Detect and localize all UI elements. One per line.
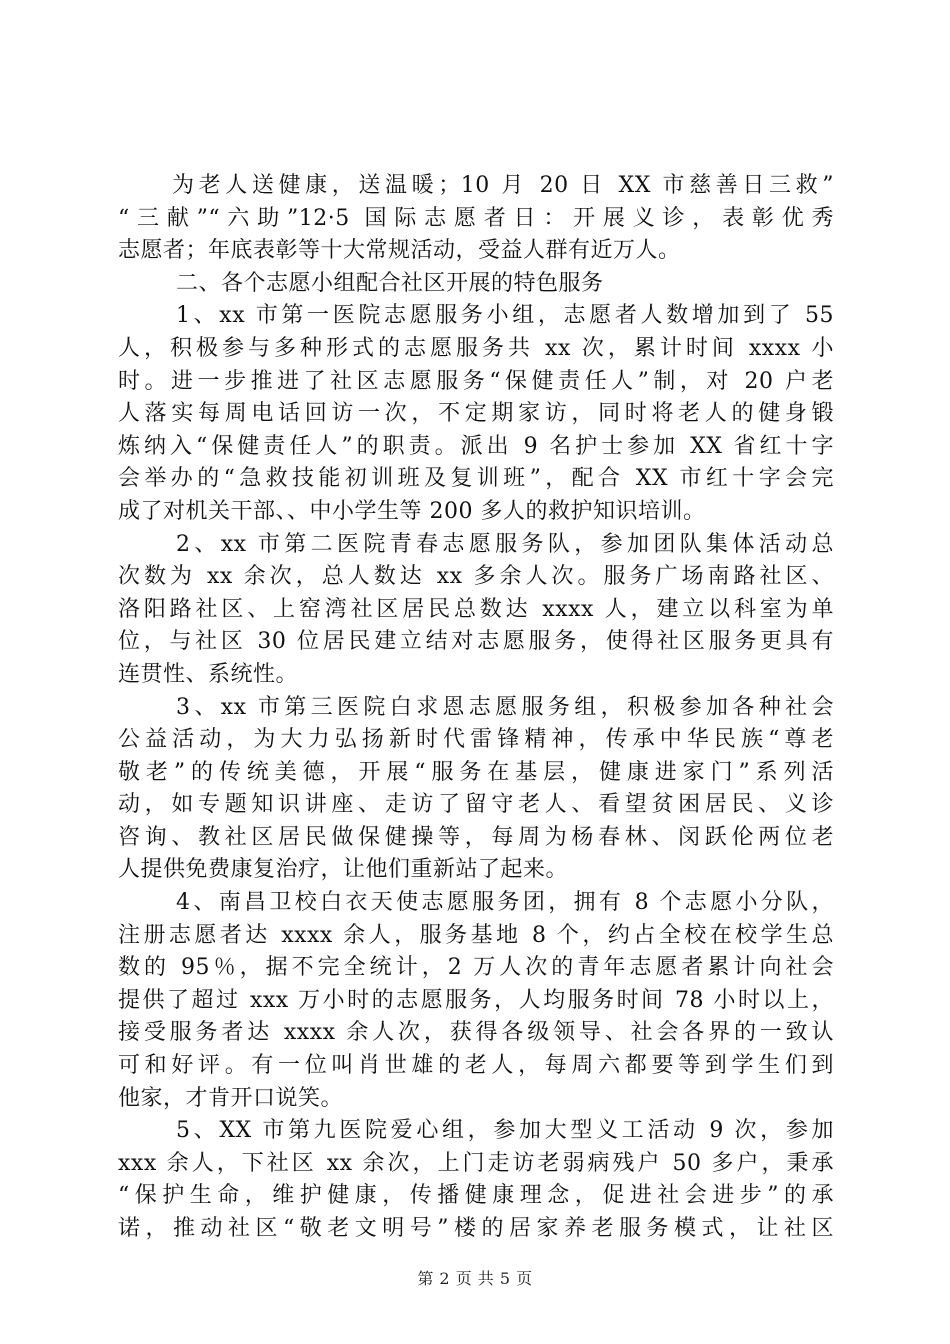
- paragraph-line: 数的 95％，据不完全统计，2 万人次的青年志愿者累计向社会: [118, 955, 834, 981]
- paragraph-line: 5、XX 市第九医院爱心组，参加大型义工活动 9 次，参加: [176, 1118, 834, 1144]
- paragraph-line: 接受服务者达 xxxx 余人次，获得各级领导、社会各界的一致认: [118, 1020, 834, 1046]
- paragraph-line: 时。进一步推进了社区志愿服务“保健责任人”制，对 20 户老: [118, 368, 834, 394]
- section-heading: 二、各个志愿小组配合社区开展的特色服务: [176, 270, 604, 296]
- paragraph-line: 人提供免费康复治疗，让他们重新站了起来。: [118, 857, 569, 883]
- paragraph-line: xxx 余人，下社区 xx 余次，上门走访老弱病残户 50 多户，秉承: [118, 1150, 834, 1176]
- paragraph-line: 他家，才肯开口说笑。: [118, 1085, 344, 1111]
- paragraph-line: 洛阳路社区、上窑湾社区居民总数达 xxxx 人，建立以科室为单: [118, 596, 834, 622]
- document-body: [118, 170, 834, 1246]
- paragraph-line: 志愿者；年底表彰等十大常规活动，受益人群有近万人。: [118, 238, 681, 264]
- paragraph-line: “三献”“六助”12·5 国际志愿者日：开展义诊，表彰优秀: [118, 205, 834, 231]
- paragraph-line: 人，积极参与多种形式的志愿服务共 xx 次，累计时间 xxxx 小: [118, 335, 834, 361]
- paragraph-line: 人落实每周电话回访一次，不定期家访，同时将老人的健身锻: [118, 401, 834, 427]
- paragraph-line: 会举办的“急救技能初训班及复训班”，配合 XX 市红十字会完: [118, 466, 834, 492]
- paragraph-line: 咨询、教社区居民做保健操等，每周为杨春林、闵跃伦两位老: [118, 824, 834, 850]
- paragraph-line: 连贯性、系统性。: [118, 661, 299, 687]
- paragraph-line: 炼纳入“保健责任人”的职责。派出 9 名护士参加 XX 省红十字: [118, 433, 834, 459]
- paragraph-line: 位，与社区 30 位居民建立结对志愿服务，使得社区服务更具有: [118, 629, 834, 655]
- paragraph-line: 可和好评。有一位叫肖世雄的老人，每周六都要等到学生们到: [118, 1053, 834, 1079]
- paragraph-line: 诺，推动社区“敬老文明号”楼的居家养老服务模式，让社区: [118, 1216, 834, 1241]
- paragraph-line: “保护生命，维护健康，传播健康理念，促进社会进步”的承: [118, 1183, 834, 1209]
- paragraph-line: 注册志愿者达 xxxx 余人，服务基地 8 个，约占全校在校学生总: [118, 922, 834, 948]
- paragraph-line: 3、xx 市第三医院白求恩志愿服务组，积极参加各种社会: [176, 694, 834, 720]
- paragraph-line: 为老人送健康，送温暖；10 月 20 日 XX 市慈善日三救”: [172, 173, 834, 198]
- paragraph-line: 次数为 xx 余次，总人数达 xx 多余人次。服务广场南路社区、: [118, 564, 834, 590]
- paragraph-line: 1、xx 市第一医院志愿服务小组，志愿者人数增加到了 55: [176, 303, 834, 329]
- paragraph-line: 公益活动，为大力弘扬新时代雷锋精神，传承中华民族“尊老: [118, 727, 834, 753]
- paragraph-line: 敬老”的传统美德，开展“服务在基层，健康进家门”系列活: [118, 759, 834, 785]
- paragraph-line: 提供了超过 xxx 万小时的志愿服务，人均服务时间 78 小时以上，: [118, 987, 834, 1013]
- paragraph-line: 4、南昌卫校白衣天使志愿服务团，拥有 8 个志愿小分队，: [176, 890, 834, 916]
- paragraph-line: 2、xx 市第二医院青春志愿服务队，参加团队集体活动总: [176, 531, 834, 557]
- paragraph-line: 动，如专题知识讲座、走访了留守老人、看望贫困居民、义诊: [118, 792, 834, 818]
- paragraph-line: 成了对机关干部、、中小学生等 200 多人的救护知识培训。: [118, 498, 706, 524]
- page-number: 第 2 页 共 5 页: [417, 1269, 533, 1288]
